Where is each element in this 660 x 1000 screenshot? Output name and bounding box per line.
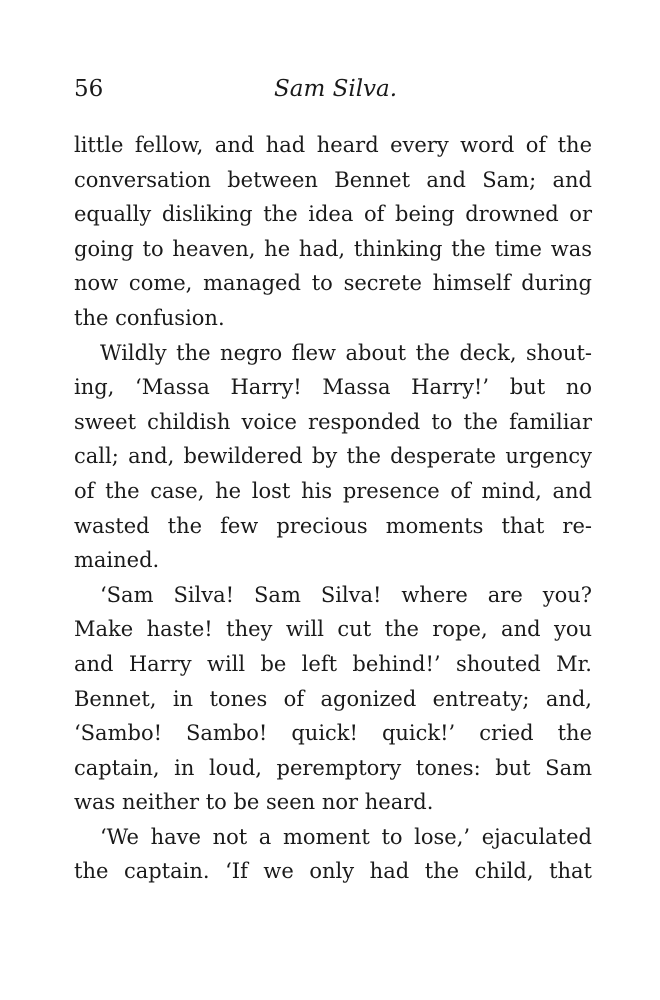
text-line: sweet childish voice responded to the familiar (74, 409, 592, 434)
text-line: mained. (74, 548, 160, 573)
running-title: Sam Silva. (274, 76, 398, 102)
text-line: ing, ‘Massa Harry! Massa Harry!’ but no (74, 375, 592, 400)
text-line: wasted the few precious moments that re- (74, 513, 592, 538)
text-line: Bennet, in tones of agonized entreaty; and, (74, 686, 592, 711)
text-line: ‘Sam Silva! Sam Silva! where are you? (100, 582, 592, 607)
text-line: little fellow, and had heard every word of the (74, 133, 592, 157)
text-line: captain, in loud, peremptory tones: but Sam (74, 755, 592, 780)
text-line: now come, managed to secrete himself during (74, 271, 592, 296)
text-line: Wildly the negro flew about the deck, shout- (100, 340, 592, 365)
page-number: 56 (74, 76, 104, 102)
text-line: ‘Sambo! Sambo! quick! quick!’ cried the (74, 721, 592, 746)
text-line: was neither to be seen nor heard. (74, 790, 434, 815)
text-line: of the case, he lost his presence of mind, and (74, 478, 592, 503)
text-line: the captain. ‘If we only had the child, that (74, 859, 592, 884)
text-line: the confusion. (74, 305, 225, 330)
text-line: equally disliking the idea of being drowned or (74, 202, 592, 227)
text-line: call; and, bewildered by the desperate urgency (74, 444, 592, 469)
text-line: ‘We have not a moment to lose,’ ejaculated (100, 824, 592, 849)
body-text (74, 128, 592, 889)
text-line: conversation between Bennet and Sam; and (74, 167, 592, 192)
text-line: Make haste! they will cut the rope, and you (74, 617, 592, 642)
page-header (74, 76, 592, 110)
text-line: and Harry will be left behind!’ shouted Mr. (74, 651, 592, 676)
text-line: going to heaven, he had, thinking the time was (74, 236, 592, 261)
